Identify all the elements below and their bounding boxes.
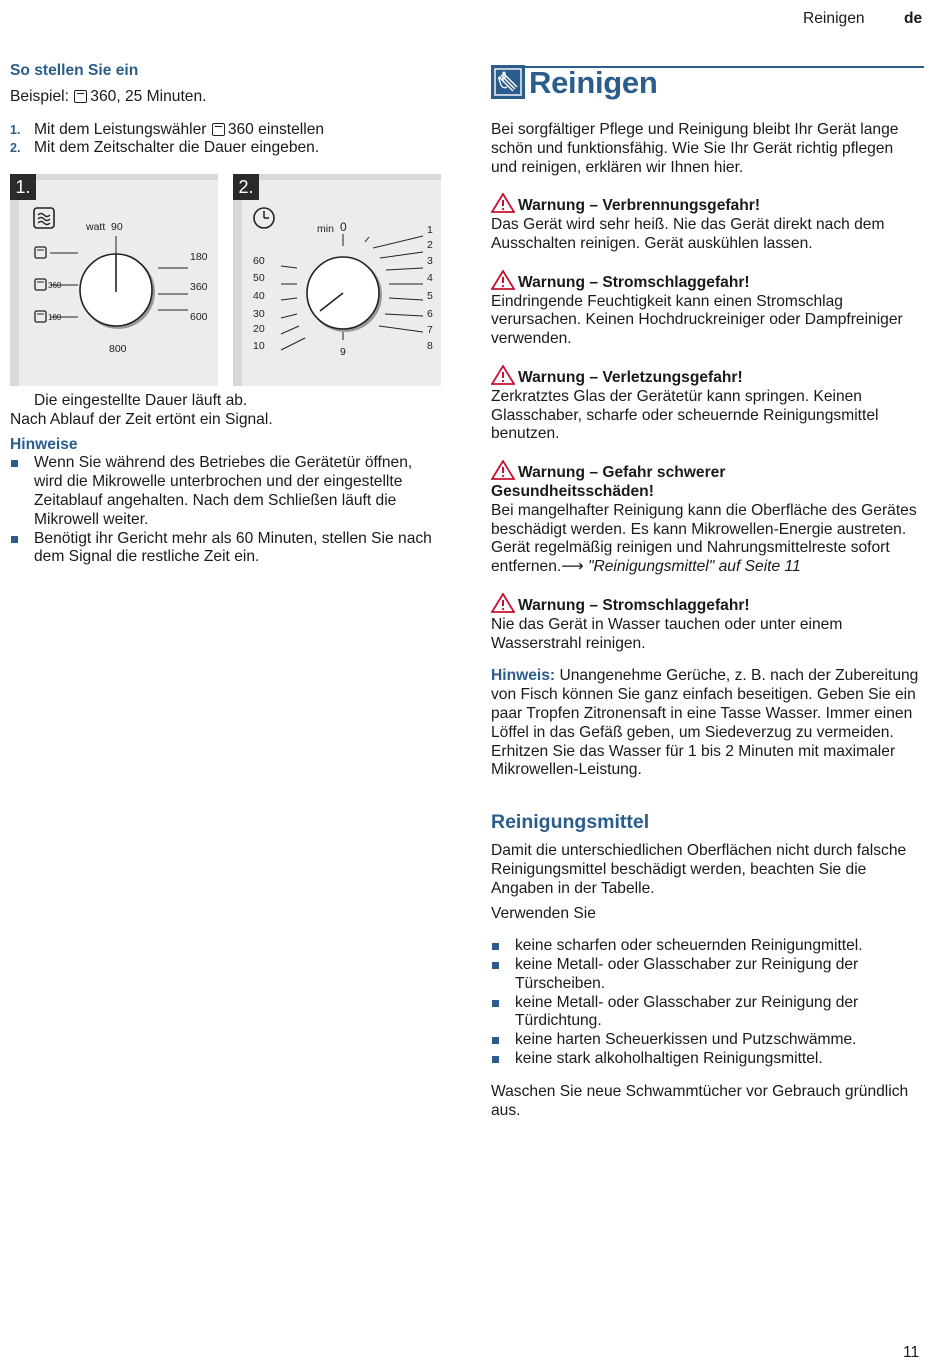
cleaning-hand-icon <box>491 65 525 99</box>
dial-left-label: 20 <box>253 323 265 335</box>
warning-text: Zerkratztes Glas der Gerätetür kann springen. Keinen Glasschaber, scharfe oder scheuernde Reinigungsmittel benutzen. <box>491 387 879 443</box>
dial-right-label: 180 <box>190 251 208 263</box>
right-column <box>491 121 923 1120</box>
dial-right-label: 3 <box>427 255 433 267</box>
warning-block <box>491 193 923 253</box>
result-text: Nach Ablauf der Zeit ertönt ein Signal. <box>10 410 273 428</box>
warning-title-line <box>491 193 923 216</box>
timer-dial-panel <box>233 174 441 386</box>
cross-reference-link[interactable]: "Reinigungsmittel" auf Seite 11 <box>587 558 801 576</box>
header-section-name: Reinigen <box>803 10 865 27</box>
step-number: 1. <box>10 122 21 137</box>
page-number: 11 <box>903 1344 920 1361</box>
rule-item: keine Metall- oder Glasschaber zur Reinigung der Türscheiben. <box>491 956 923 994</box>
step-text: Mit dem Leistungswähler <box>34 120 207 138</box>
step-text-end: 360 einstellen <box>227 120 325 138</box>
warning-block <box>491 460 923 577</box>
warning-text: Bei mangelhafter Reinigung kann die Oberfläche des Gerätes beschädigt werden. Es kann Mikrowellen-Energie austreten. Gerät regelmäßig reinigen und Nahrungsmittelreste sofort <box>491 501 917 557</box>
note-item: Benötigt ihr Gericht mehr als 60 Minuten, stellen Sie nach dem Signal die restliche Zeit ein. <box>10 530 442 568</box>
example-line <box>10 88 450 107</box>
dial-right-label: 8 <box>427 340 433 352</box>
dial-left-label: 10 <box>253 340 265 352</box>
step-item <box>10 139 450 158</box>
dial-right-label: 360 <box>190 281 208 293</box>
warning-title-cont: Gesundheitsschäden! <box>491 482 654 500</box>
dial-right-label: 600 <box>190 311 208 323</box>
dial-right-label: 5 <box>427 290 433 302</box>
warning-title: Warnung – Stromschlaggefahr! <box>518 596 750 614</box>
timer-dial-figure <box>233 174 441 386</box>
warning-block <box>491 365 923 444</box>
power-dial-figure <box>10 174 218 386</box>
notes-list <box>10 454 442 567</box>
microwave-waves-icon <box>34 208 54 228</box>
warning-title: Warnung – Verbrennungsgefahr! <box>518 197 761 215</box>
steps-list <box>10 121 450 159</box>
result-text: Die eingestellte Dauer läuft ab. <box>34 392 248 409</box>
subsection-intro: Damit die unterschiedlichen Oberflächen nicht durch falsche Reinigungsmittel beschädigt werden, beachten Sie die Angaben in der Tabelle. <box>491 842 907 897</box>
left-column <box>10 62 450 158</box>
header-language: de <box>904 10 923 27</box>
dial-left-label: 40 <box>253 290 265 302</box>
warning-text-end <box>491 558 923 577</box>
warning-title-line <box>491 460 923 483</box>
arrow-right-icon: ⟶ <box>561 558 584 576</box>
panel-badge: 1. <box>10 174 36 200</box>
use-label: Verwenden Sie <box>491 904 596 922</box>
dial-left-label: 50 <box>253 272 265 284</box>
warning-triangle-icon <box>491 270 515 290</box>
warning-title-line <box>491 270 923 293</box>
rule-item: keine Metall- oder Glasschaber zur Reinigung der Türdichtung. <box>491 994 923 1032</box>
power-dial-panel <box>10 174 218 386</box>
dial-top-label: watt <box>86 221 106 233</box>
dial-right-label: 2 <box>427 239 433 251</box>
warning-text-last: entfernen. <box>491 558 562 576</box>
warning-triangle-icon <box>491 193 515 213</box>
rule-item: keine stark alkoholhaltigen Reinigungsmittel. <box>491 1050 923 1069</box>
step-text: Mit dem Zeitschalter die Dauer eingeben. <box>34 139 320 157</box>
microwave-icon <box>212 123 225 136</box>
warning-title-line <box>491 593 923 616</box>
dial-bottom-label: 9 <box>340 346 346 358</box>
oven-symbol-icon <box>35 247 46 258</box>
oven-symbol-icon <box>35 279 46 290</box>
intro-text: Bei sorgfältiger Pflege und Reinigung bleibt Ihr Gerät lange schön und funktionsfähig. Wie Sie Ihr Gerät richtig pflegen und reinigen, erklären wir Ihnen hier. <box>491 121 899 176</box>
hint-label: Hinweis: <box>491 667 556 685</box>
warning-text: Eindringende Feuchtigkeit kann einen Stromschlag verursachen. Keinen Hochdruckreiniger oder Dampfreiniger verwenden. <box>491 292 903 348</box>
dial-bottom-label: 800 <box>109 343 127 355</box>
step-number: 2. <box>10 141 21 156</box>
warning-triangle-icon <box>491 460 515 480</box>
warning-text: Das Gerät wird sehr heiß. Nie das Gerät direkt nach dem Ausschalten reinigen. Gerät auskühlen lassen. <box>491 216 885 252</box>
warning-title: Warnung – Gefahr schwerer <box>518 464 726 482</box>
hint-paragraph <box>491 667 923 780</box>
dial-right-label: 6 <box>427 308 433 320</box>
note-item: Wenn Sie während des Betriebes die Gerätetür öffnen, wird die Mikrowelle unterbrochen und der eingestellte Zeitablauf angehalten. Nach dem Schließen läuft die Mikrowell weiter. <box>10 454 442 529</box>
cleaning-rules-list <box>491 937 923 1069</box>
rule-item: keine harten Scheuerkissen und Putzschwämme. <box>491 1031 923 1050</box>
warning-block <box>491 270 923 349</box>
section-heading: So stellen Sie ein <box>10 62 139 79</box>
dial-left-label: 360 <box>48 281 62 290</box>
dial-right-label: 7 <box>427 324 433 336</box>
dial-left-label: 60 <box>253 255 265 267</box>
dial-left-label: 30 <box>253 308 265 320</box>
warning-title-line <box>491 365 923 388</box>
subsection-heading: Reinigungsmittel <box>491 811 650 834</box>
example-value: 360, 25 Minuten. <box>90 87 207 105</box>
dial-top-value: 90 <box>111 221 123 233</box>
left-column-lower <box>10 392 450 567</box>
warning-block <box>491 593 923 653</box>
warning-text: Nie das Gerät in Wasser tauchen oder unter einem Wasserstrahl reinigen. <box>491 615 843 652</box>
warning-title: Warnung – Stromschlaggefahr! <box>518 273 750 291</box>
hint-text: Unangenehme Gerüche, z. B. nach der Zubereitung von Fisch können Sie ganz einfach beseitigen. Geben Sie ein paar Tropfen Zitronensaft in eine Tasse Wasser. Immer einen Löffel in das Gefäß geben, um Siedeverzug zu vermeiden. Erhitzen Sie das Wasser für 1 bis 2 Minuten mit maximaler Mikrowellen-Leistung. <box>491 667 919 779</box>
clock-icon <box>254 208 274 228</box>
chapter-title: Reinigen <box>529 65 658 100</box>
chapter-heading <box>491 63 924 103</box>
dial-top-label: min <box>317 223 334 235</box>
warning-title: Warnung – Verletzungsgefahr! <box>518 368 743 386</box>
dial-right-label: 1 <box>427 224 433 236</box>
panel-badge: 2. <box>233 174 259 200</box>
warning-triangle-icon <box>491 593 515 613</box>
oven-symbol-icon <box>35 311 46 322</box>
dial-right-label: 4 <box>427 272 433 284</box>
dial-top-value: 0 <box>340 220 347 234</box>
microwave-icon <box>74 90 87 103</box>
warning-triangle-icon <box>491 365 515 385</box>
notes-heading: Hinweise <box>10 435 78 453</box>
example-prefix: Beispiel: <box>10 87 69 105</box>
dial-left-label: 180 <box>48 313 62 322</box>
step-item <box>10 121 450 140</box>
rule-item: keine scharfen oder scheuernden Reinigungmittel. <box>491 937 923 956</box>
closing-text: Waschen Sie neue Schwammtücher vor Gebrauch gründlich aus. <box>491 1082 909 1119</box>
